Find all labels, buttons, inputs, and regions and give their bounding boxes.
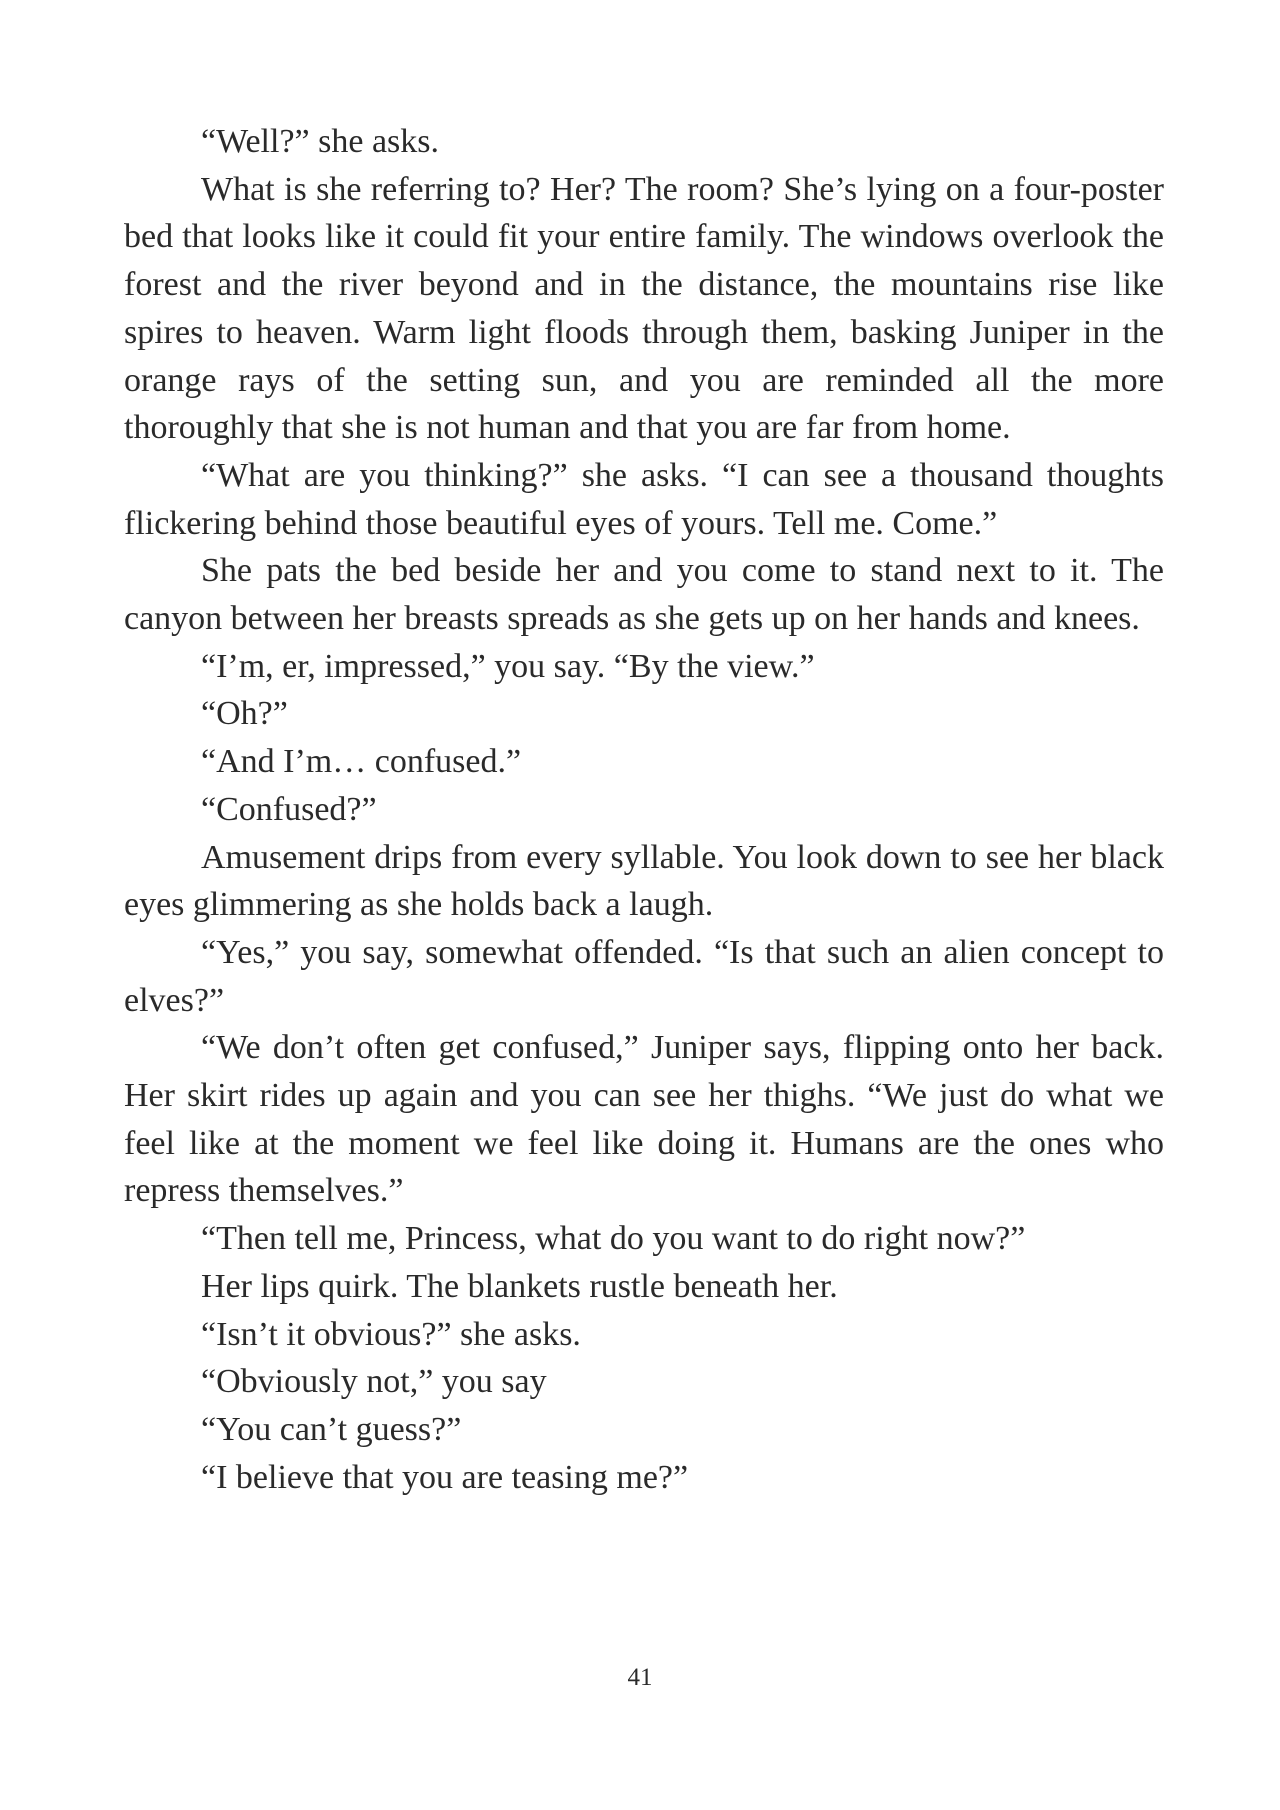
- paragraph: Her lips quirk. The blankets rustle beneath her.: [201, 1267, 838, 1305]
- paragraph: “Oh?”: [201, 695, 288, 733]
- paragraph: “Well?” she asks.: [201, 123, 439, 160]
- paragraph: “And I’m… confused.”: [201, 743, 522, 781]
- paragraph: “Yes,” you say, somewhat offended. “Is that such an alien concept to elves?”: [124, 933, 1164, 1019]
- paragraph: “Obviously not,” you say: [201, 1363, 547, 1401]
- paragraph: “I believe that you are teasing me?”: [201, 1458, 689, 1496]
- paragraph: “Isn’t it obvious?” she asks.: [201, 1315, 581, 1353]
- paragraph: What is she referring to? Her? The room? She’s lying on a four-poster bed that looks like it could fit your entire family. The windows overlook the forest and the river beyond and in the distance, the mountains rise like spires to heaven. Warm light floods through them, basking Juniper in the orange rays of the setting sun, and you are reminded all the more thoroughly that she is not human and that you are far from home.: [124, 170, 1164, 447]
- paragraph: “I’m, er, impressed,” you say. “By the view.”: [201, 647, 815, 685]
- paragraph: “What are you thinking?” she asks. “I can see a thousand thoughts flickering behind those beautiful eyes of yours. Tell me. Come.”: [124, 456, 1164, 542]
- body-text: [124, 118, 1164, 1501]
- paragraph: “We don’t often get confused,” Juniper says, flipping onto her back. Her skirt rides up again and you can see her thighs. “We just do what we feel like at the moment we feel like doing it. Humans are the ones who repress themselves.”: [124, 1029, 1164, 1210]
- paragraph: “Then tell me, Princess, what do you want to do right now?”: [201, 1220, 1026, 1258]
- paragraph: “Confused?”: [201, 790, 377, 828]
- paragraph: She pats the bed beside her and you come to stand next to it. The canyon between her breasts spreads as she gets up on her hands and knees.: [124, 552, 1164, 638]
- page-number: 41: [627, 1664, 653, 1691]
- paragraph: “You can’t guess?”: [201, 1410, 462, 1448]
- paragraph: Amusement drips from every syllable. You look down to see her black eyes glimmering as she holds back a laugh.: [124, 838, 1164, 924]
